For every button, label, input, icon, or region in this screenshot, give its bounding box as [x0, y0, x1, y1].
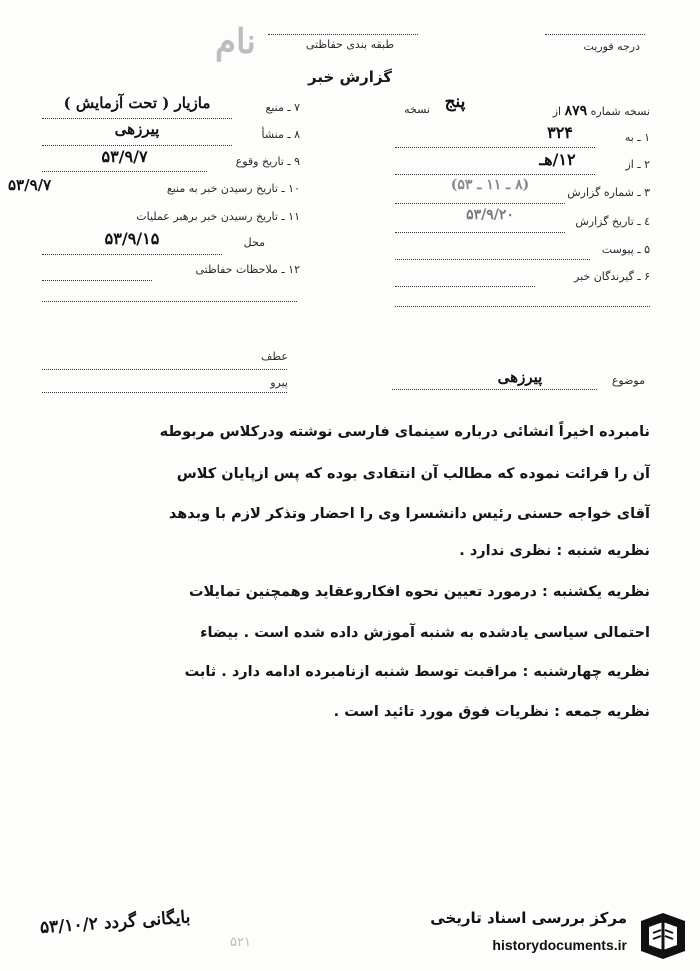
- body-line: نامبرده اخیراً انشائی درباره سینمای فارسی نوشته ودرکلاس مربوطه: [159, 424, 650, 440]
- report-title: گزارش خبر: [307, 68, 393, 86]
- field-place-label: محل: [243, 236, 265, 249]
- field-source-label: ۷ ـ منبع: [265, 101, 300, 114]
- book-logo-icon: [635, 907, 691, 963]
- field-security-notes-line: [42, 280, 152, 281]
- field-origin-value: پیرزهی: [114, 120, 160, 138]
- field-to-line: [395, 147, 595, 148]
- field-from-label: ۲ ـ از: [625, 158, 650, 171]
- classification-stamp: نام: [215, 22, 256, 62]
- field-security-notes-line-2: [42, 301, 297, 302]
- field-origin-label: ۸ ـ منشأ: [261, 128, 300, 141]
- logo-title: مرکز بررسی اسناد تاریخی: [430, 909, 627, 927]
- field-report-number-label: ۳ ـ شماره گزارش: [567, 186, 650, 199]
- field-security-notes-label: ۱۲ ـ ملاحظات حفاظتی: [195, 263, 300, 276]
- field-source-value: مازیار ( تحت آزمایش ): [63, 94, 211, 112]
- field-occurrence-date-label: ۹ ـ تاریخ وقوع: [235, 155, 300, 168]
- field-source-received-label: ۱۰ ـ تاریخ رسیدن خبر به منبع: [166, 182, 300, 195]
- field-source-line: [42, 118, 232, 119]
- field-source-received-value: ۵۳/۹/۷: [8, 176, 52, 194]
- field-report-number-value: (۸ ـ ۱۱ ـ ۵۳): [450, 177, 530, 193]
- subject-line: [392, 389, 597, 390]
- field-report-date-value: ۵۳/۹/۲۰: [466, 207, 514, 223]
- field-to-label: ۱ ـ به: [624, 131, 650, 144]
- body-line: احتمالی سیاسی یادشده به شنبه آموزش داده شده است . بیضاء: [200, 625, 650, 641]
- body-line: نظریه جمعه : نظریات فوق مورد تائید است .: [333, 704, 650, 720]
- field-place-value: ۵۳/۹/۱۵: [104, 229, 160, 248]
- field-to-value: ۳۲۴: [547, 123, 573, 142]
- copy-word: نسخه: [404, 103, 430, 116]
- field-recipients-line-2: [395, 306, 650, 307]
- urgency-dots: [545, 34, 645, 35]
- field-attachment-line: [395, 259, 590, 260]
- classification-dots: [268, 34, 418, 35]
- field-report-date-line: [395, 232, 565, 233]
- copy-number-line: نسخه شماره ۸۷۹ از: [552, 103, 650, 119]
- body-line: نظریه شنبه : نظری ندارد .: [459, 543, 650, 559]
- field-report-date-label: ٤ ـ تاریخ گزارش: [575, 215, 650, 228]
- field-attachment-label: ۵ ـ پیوست: [601, 243, 650, 256]
- field-from-line: [395, 174, 595, 175]
- urgency-label: درجه فوریت: [583, 40, 640, 53]
- body-line: نظریه چهارشنبه : مراقبت توسط شنبه ازنامبرده ادامه دارد . ثابت: [184, 664, 650, 680]
- copy-from-value: پنج: [444, 92, 466, 112]
- subject-value: پیرزهی: [497, 368, 543, 386]
- subject-label: موضوع: [611, 374, 645, 387]
- field-ops-received-label: ۱۱ ـ تاریخ رسیدن خبر برهبر عملیات: [136, 210, 300, 223]
- field-from-value: ۱۲/هـ: [539, 150, 576, 169]
- logo-url: historydocuments.ir: [492, 937, 627, 953]
- field-origin-line: [42, 145, 232, 146]
- field-report-number-line: [395, 203, 565, 204]
- archive-logo: [405, 905, 695, 965]
- reference-peyro-line: [42, 392, 287, 393]
- body-line: آن را قرائت نموده که مطالب آن انتقادی بوده که پس ازپایان کلاس: [176, 466, 650, 482]
- body-line: آقای خواجه حسنی رئیس دانشسرا وی را احضار وتذکر لازم با وبدهد: [168, 506, 650, 522]
- body-line: نظریه یکشنبه : درمورد تعیین نحوه افکاروعقاید وهمچنین تمایلات: [188, 584, 650, 600]
- handwritten-archive-note: بایگانی گردد ۵۳/۱۰/۲: [39, 907, 191, 938]
- reference-peyro-label: پیرو: [270, 376, 288, 389]
- faint-page-mark: ۵۲۱: [230, 935, 251, 950]
- field-recipients-label: ۶ ـ گیرندگان خبر: [574, 270, 650, 283]
- field-occurrence-date-line: [42, 171, 207, 172]
- reference-atf-line: [42, 369, 287, 370]
- field-recipients-line: [395, 286, 535, 287]
- classification-label: طبقه بندی حفاظتی: [305, 38, 395, 51]
- reference-atf-label: عطف: [261, 350, 288, 363]
- field-place-line: [42, 254, 222, 255]
- field-occurrence-date-value: ۵۳/۹/۷: [101, 147, 148, 166]
